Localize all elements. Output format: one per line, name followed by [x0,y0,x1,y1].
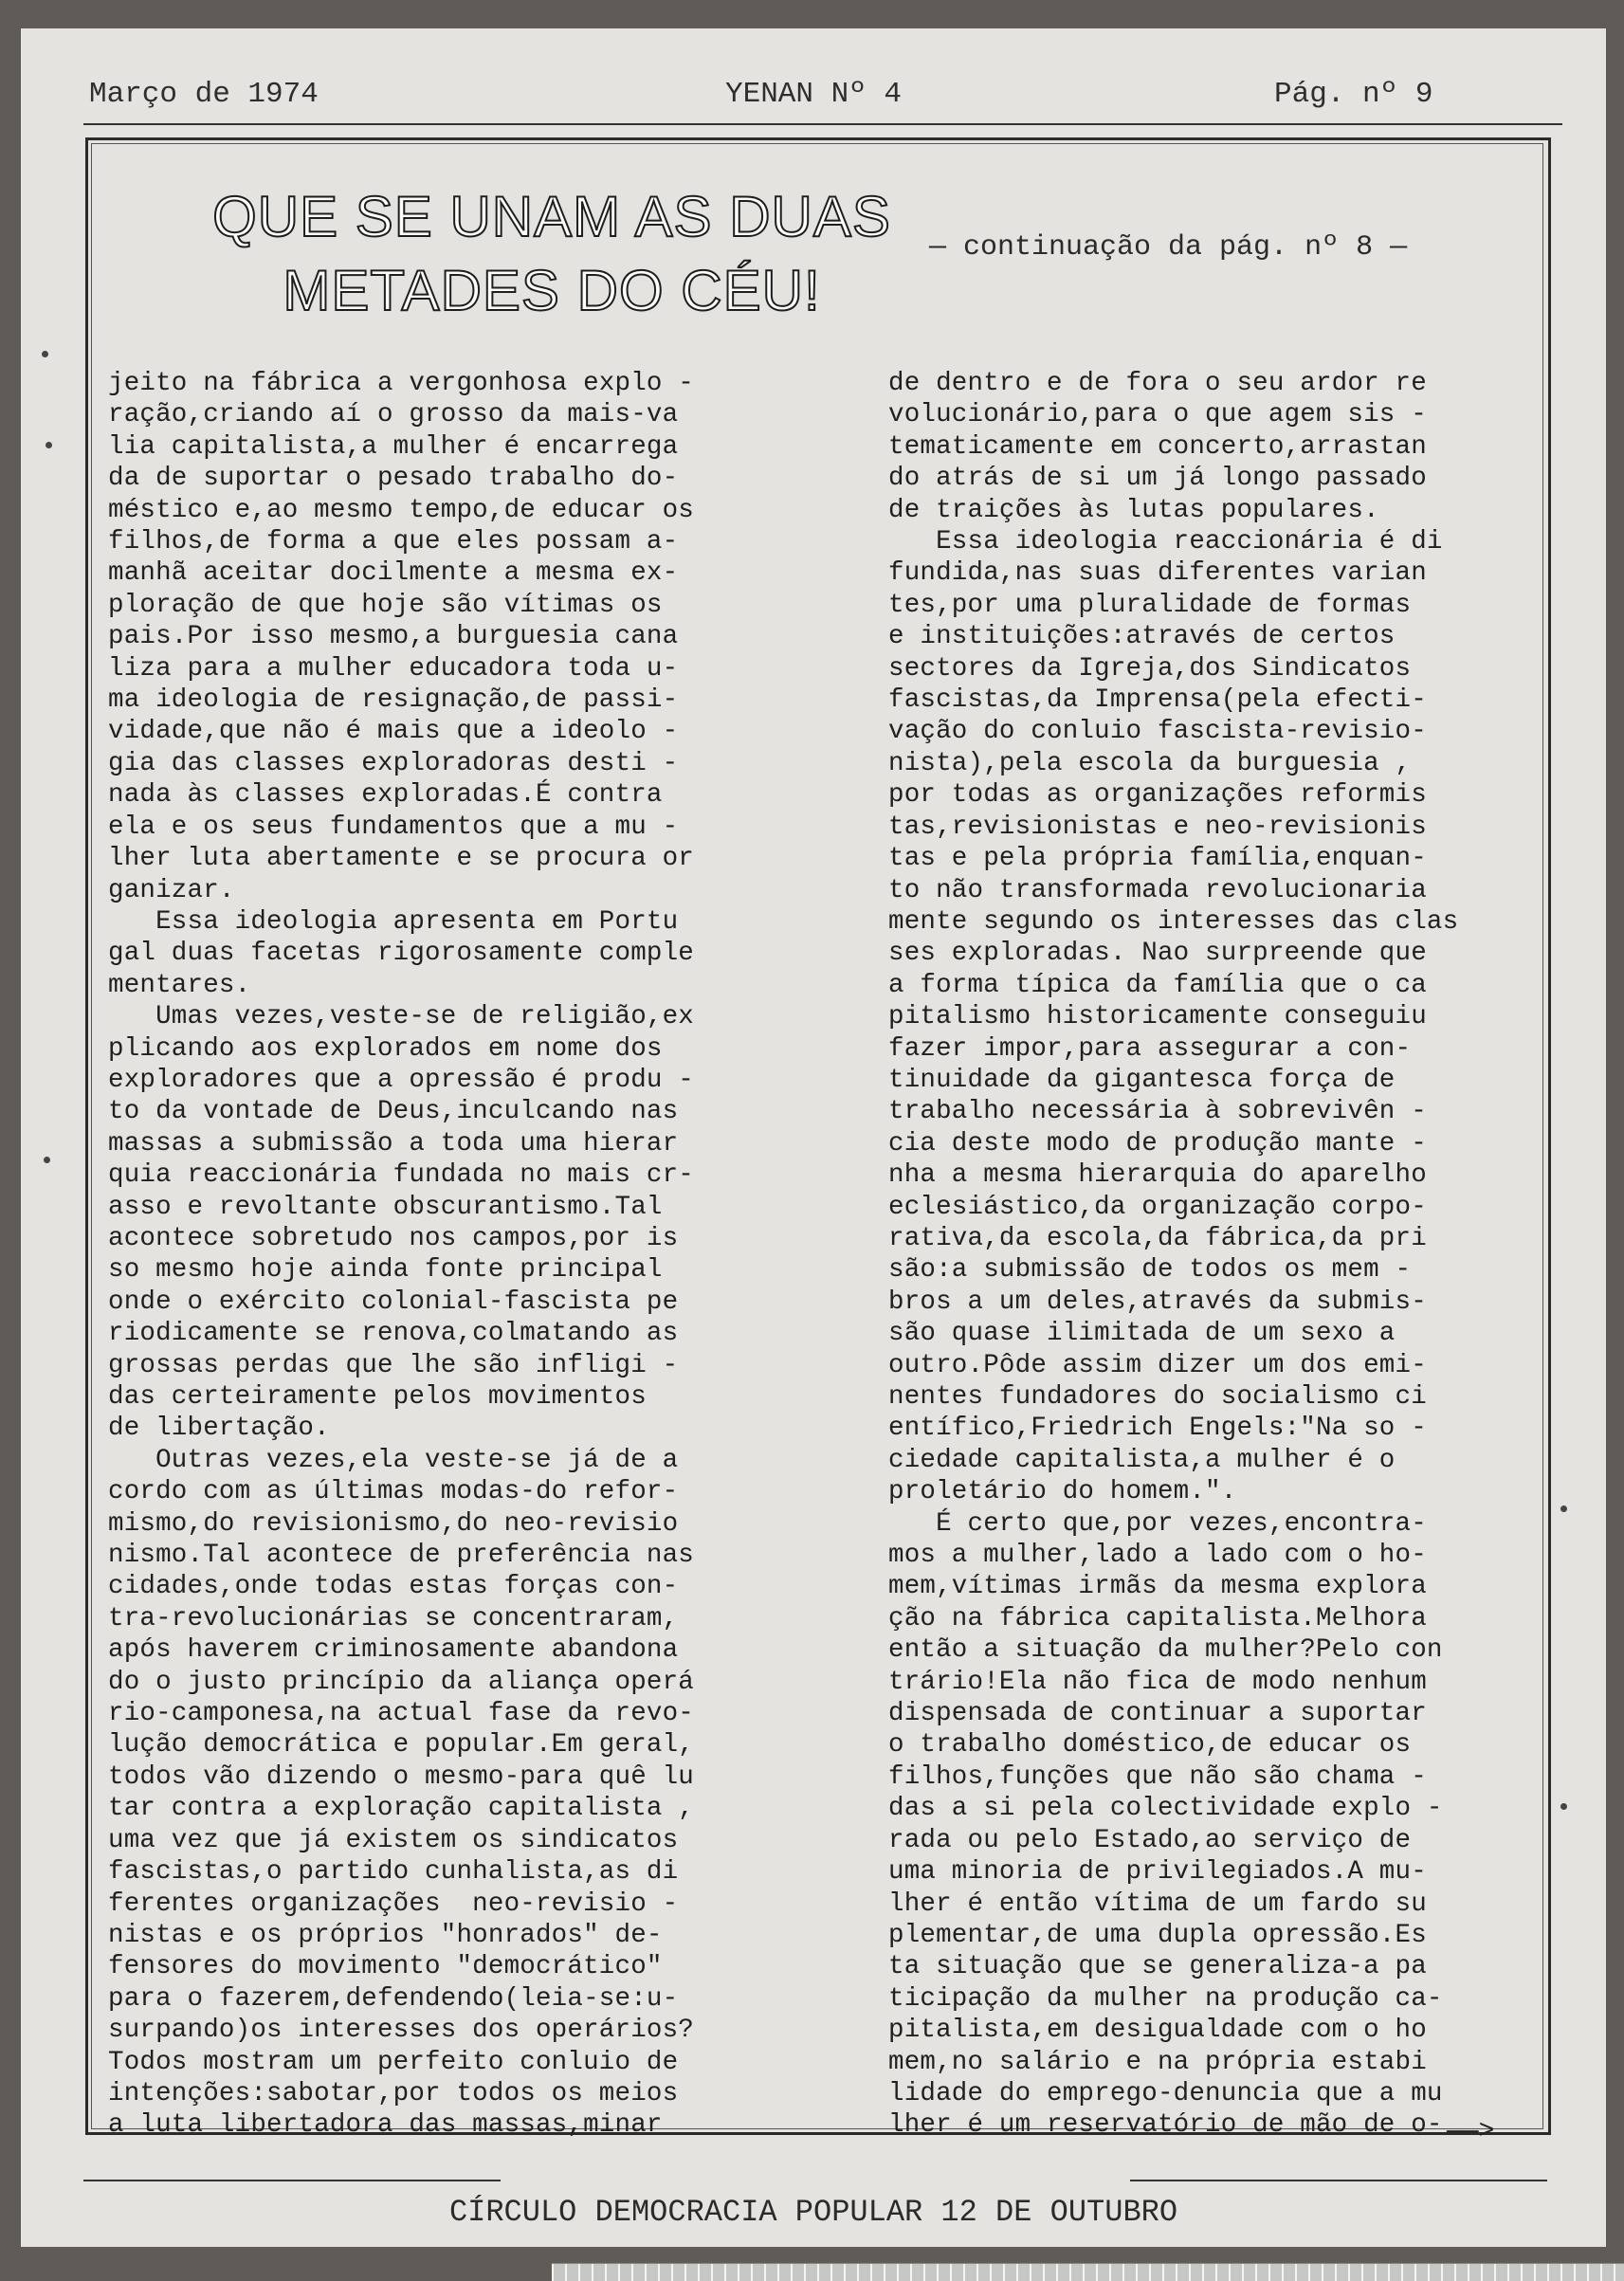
text-line: filhos,de forma a que eles possam a- [108,527,679,557]
text-line: nentes fundadores do socialismo ci [888,1382,1427,1412]
text-line: são:a submissão de todos os mem - [888,1255,1412,1286]
text-line: mentares. [108,970,251,1000]
text-line: o trabalho doméstico,de educar os [888,1730,1412,1761]
text-line: to da vontade de Deus,inculcando nas [108,1097,679,1127]
text-line: cordo com as últimas modas-do refor- [108,1477,679,1507]
punch-mark [46,442,52,448]
text-line: onde o exército colonial-fascista pe [108,1286,679,1317]
text-line: tar contra a exploração capitalista , [108,1794,694,1824]
text-line: ferentes organizações neo-revisio - [108,1889,679,1919]
footer-organization: CÍRCULO DEMOCRACIA POPULAR 12 DE OUTUBRO [448,2195,1178,2230]
text-line: gia das classes exploradoras desti - [108,748,679,778]
text-line: de dentro e de fora o seu ardor re [888,369,1427,398]
publication-name: YENAN Nº 4 [725,78,903,111]
text-line: são quase ilimitada de um sexo a [888,1319,1396,1349]
text-line: tematicamente em concerto,arrastan [888,431,1427,462]
text-line: nha a mesma hierarquia do aparelho [888,1160,1427,1191]
text-line: do atrás de si um já longo passado [888,464,1427,494]
footer-rule-left [83,2180,501,2181]
text-line: ganizar. [108,875,235,905]
header-rule [83,123,1562,125]
text-line: do o justo princípio da aliança operá [108,1667,694,1697]
text-line: após haverem criminosamente abandona [108,1635,679,1666]
text-line: ses exploradas. Nao surpreende que [888,939,1427,969]
text-line: fazer impor,para assegurar a con- [888,1033,1412,1064]
text-line: uma vez que já existem os sindicatos [108,1825,679,1855]
article-title [125,180,978,328]
text-line: liza para a mulher educadora toda u- [108,653,679,684]
text-line: fascistas,o partido cunhalista,as di [108,1857,679,1888]
text-line: bros a um deles,através da submis- [888,1286,1427,1317]
text-line: tas,revisionistas e neo-revisionis [888,812,1427,842]
text-line: nada às classes exploradas.É contra [108,780,663,811]
punch-mark [42,351,48,357]
text-line: tra-revolucionárias se concentraram, [108,1603,679,1633]
text-line: uma minoria de privilegiados.A mu- [888,1857,1427,1888]
text-line: sectores da Igreja,dos Sindicatos [888,653,1412,684]
text-line: acontece sobretudo nos campos,por is [108,1223,679,1253]
text-line: plementar,de uma dupla opressão.Es [888,1920,1427,1950]
text-line: ciedade capitalista,a mulher é o [888,1445,1396,1475]
text-line: eclesiástico,da organização corpo- [888,1192,1427,1222]
text-line: É certo que,por vezes,encontra- [888,1508,1427,1539]
text-line: ma ideologia de resignação,de passi- [108,685,679,716]
text-line: plicando aos explorados em nome dos [108,1033,663,1064]
text-line: rada ou pelo Estado,ao serviço de [888,1825,1412,1855]
text-line: Essa ideologia reaccionária é di [888,527,1443,557]
text-line: nista),pela escola da burguesia , [888,748,1412,778]
text-line: das a si pela colectividade explo - [888,1794,1443,1824]
text-line: mismo,do revisionismo,do neo-revisio [108,1508,679,1539]
page-number: Pág. nº 9 [1274,78,1433,111]
text-line: fascistas,da Imprensa(pela efecti- [888,685,1427,716]
text-line: intenções:sabotar,por todos os meios [108,2078,679,2108]
text-line: méstico e,ao mesmo tempo,de educar os [108,495,694,525]
text-line: proletário do homem.". [888,1477,1237,1507]
document-page [21,28,1606,2247]
text-line: e instituições:através de certos [888,622,1396,652]
text-line: surpando)os interesses dos operários? [108,2016,694,2046]
text-line: lher é então vítima de um fardo su [888,1889,1427,1919]
text-line: cidades,onde todas estas forças con- [108,1572,679,1602]
text-line: pitalista,em desigualdade com o ho [888,2016,1427,2046]
punch-mark [1560,1505,1567,1512]
text-line: ela e os seus fundamentos que a mu - [108,812,679,842]
punch-mark [1560,1803,1567,1810]
text-line: gal duas facetas rigorosamente comple [108,939,694,969]
text-line: tes,por uma pluralidade de formas [888,590,1412,620]
text-line: todos vão dizendo o mesmo-para quê lu [108,1761,694,1792]
text-line: rativa,da escola,da fábrica,da pri [888,1223,1427,1253]
title-line-1: QUE SE UNAM AS DUAS [212,185,891,248]
text-line: por todas as organizações reformis [888,780,1427,811]
text-line: nistas e os próprios "honrados" de- [108,1920,663,1950]
text-line: lia capitalista,a mulher é encarrega [108,431,679,462]
text-line: da de suportar o pesado trabalho do- [108,464,679,494]
text-line: vação do conluio fascista-revisio- [888,717,1427,747]
text-line: mos a mulher,lado a lado com o ho- [888,1541,1427,1571]
text-line: para o fazerem,defendendo(leia-se:u- [108,1983,679,2014]
text-line: cia deste modo de produção mante - [888,1128,1427,1159]
text-line: to não transformada revolucionaria [888,875,1427,905]
text-line: grossas perdas que lhe são infligi - [108,1350,679,1380]
text-line: a luta libertadora das massas,minar [108,2110,663,2141]
text-line: vidade,que não é mais que a ideolo - [108,717,679,747]
text-line: das certeiramente pelos movimentos [108,1382,647,1412]
text-line: lher luta abertamente e se procura or [108,844,694,874]
text-line: lidade do emprego-denuncia que a mu [888,2078,1443,2108]
text-line: so mesmo hoje ainda fonte principal [108,1255,663,1286]
text-column-left [108,368,694,2142]
issue-date: Março de 1974 [89,78,319,111]
text-line: entífico,Friedrich Engels:"Na so - [888,1414,1427,1444]
text-line: ção na fábrica capitalista.Melhora [888,1603,1427,1633]
text-line: volucionário,para o que agem sis - [888,400,1427,430]
text-line: a forma típica da família que o ca [888,970,1427,1000]
text-line: trabalho necessária à sobrevivên - [888,1097,1427,1127]
text-line: tas e pela própria família,enquan- [888,844,1427,874]
text-line: trário!Ela não fica de modo nenhum [888,1667,1427,1697]
text-line: massas a submissão a toda uma hierar [108,1128,679,1159]
text-line: exploradores que a opressão é produ - [108,1065,694,1095]
text-line: mem,no salário e na própria estabi [888,2047,1427,2077]
text-line: manhã aceitar docilmente a mesma ex- [108,558,679,589]
continuation-note: — continuação da pág. nº 8 — [929,231,1408,264]
text-line: pais.Por isso mesmo,a burguesia cana [108,622,679,652]
text-line: então a situação da mulher?Pelo con [888,1635,1443,1666]
text-line: ta situação que se generaliza-a pa [888,1952,1427,1982]
text-line: Todos mostram um perfeito conluio de [108,2047,679,2077]
text-line: de libertação. [108,1414,330,1444]
text-line: nismo.Tal acontece de preferência nas [108,1541,694,1571]
text-line: ração,criando aí o grosso da mais-va [108,400,679,430]
measurement-scale [552,2263,1624,2281]
text-line: fensores do movimento "democrático" [108,1952,663,1982]
text-line: asso e revoltante obscurantismo.Tal [108,1192,663,1222]
text-line: fundida,nas suas diferentes varian [888,558,1427,589]
text-line: mem,vítimas irmãs da mesma explora [888,1572,1427,1602]
text-line: rio-camponesa,na actual fase da revo- [108,1699,694,1729]
text-line: Umas vezes,veste-se de religião,ex [108,1002,694,1032]
text-line: jeito na fábrica a vergonhosa explo - [108,369,694,398]
text-line: ploração de que hoje são vítimas os [108,590,663,620]
continuation-arrow: ——> [1447,2117,1495,2146]
text-line: tinuidade da gigantesca força de [888,1065,1396,1095]
text-line: filhos,funções que não são chama - [888,1761,1427,1792]
text-column-right [888,368,1458,2142]
text-line: dispensada de continuar a suportar [888,1699,1427,1729]
text-line: riodicamente se renova,colmatando as [108,1319,679,1349]
text-line: pitalismo historicamente conseguiu [888,1002,1427,1032]
text-line: outro.Pôde assim dizer um dos emi- [888,1350,1427,1380]
text-line: ticipação da mulher na produção ca- [888,1983,1443,2014]
text-line: lher é um reservatório de mão de o- [888,2110,1443,2141]
punch-mark [44,1157,50,1163]
title-line-2: METADES DO CÉU! [283,259,821,322]
text-line: quia reaccionária fundada no mais cr- [108,1160,694,1191]
text-line: Outras vezes,ela veste-se já de a [108,1445,679,1475]
footer-rule-right [1130,2180,1547,2181]
text-line: mente segundo os interesses das clas [888,906,1459,937]
text-line: lução democrática e popular.Em geral, [108,1730,694,1761]
text-line: de traições às lutas populares. [888,495,1379,525]
text-line: Essa ideologia apresenta em Portu [108,906,679,937]
